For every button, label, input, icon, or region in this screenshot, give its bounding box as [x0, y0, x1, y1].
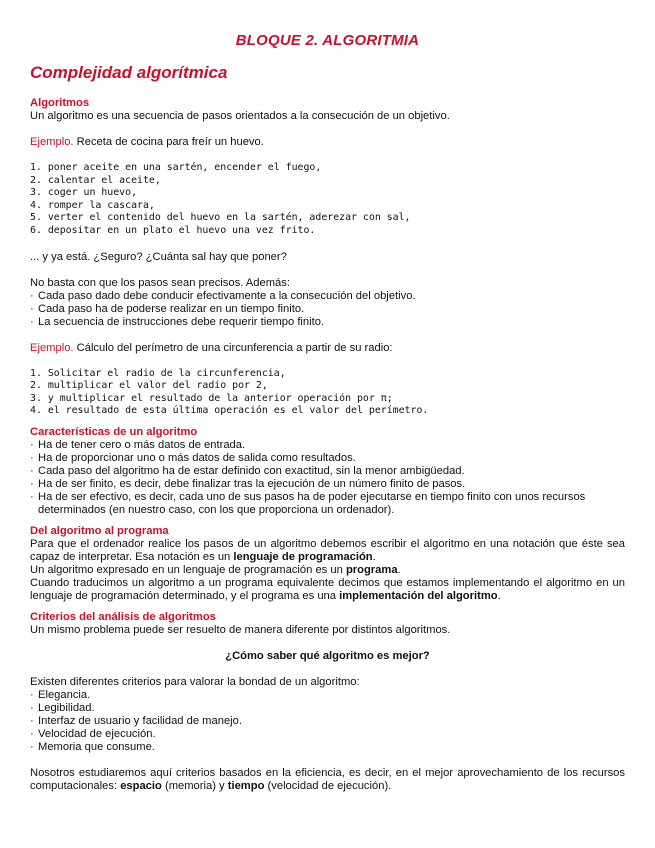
list-item: · Cada paso dado debe conducir efectivamente a la consecución del objetivo. [30, 290, 625, 303]
heading-criterios: Criterios del análisis de algoritmos [30, 610, 216, 623]
code-line: 2. calentar el aceite, [30, 174, 161, 186]
code-line: 3. y multiplicar el resultado de la anterior operación por π; [30, 392, 393, 404]
algoritmo-definition: Un algoritmo es una secuencia de pasos orientados a la consecución de un objetivo. [30, 110, 450, 122]
code-line: 2. multiplicar el valor del radio por 2, [30, 380, 268, 392]
code-line: 1. Solicitar el radio de la circunferencia, [30, 367, 286, 379]
document-title: BLOQUE 2. ALGORITMIA [235, 32, 420, 49]
requirements-intro: No basta con que los pasos sean precisos. Además: [30, 276, 290, 289]
criterios-list [30, 689, 625, 754]
requirements-list [30, 290, 625, 329]
code-line: 5. verter el contenido del huevo en la sartén, aderezar con sal, [30, 212, 411, 224]
code-line: 1. poner aceite en una sartén, encender el fuego, [30, 162, 322, 173]
list-item: · Ha de ser finito, es decir, debe finalizar tras la ejecución de un número finito de pasos. [30, 478, 625, 491]
code-line: 3. coger un huevo, [30, 187, 138, 199]
list-item: · Ha de ser efectivo, es decir, cada uno de sus pasos ha de poder ejecutarse en tiempo finito con unos recursos determinados (en nuestro caso, con los que proporciona un ordenador). [30, 491, 625, 517]
example-2-text: Cálculo del perímetro de una circunferencia a partir de su radio: [73, 341, 393, 354]
section-title: Complejidad algorítmica [30, 63, 228, 82]
example-1-label: Ejemplo. [30, 136, 74, 148]
term-programa: programa [345, 563, 398, 576]
followup-text: ... y ya está. ¿Seguro? ¿Cuánta sal hay que poner? [30, 250, 287, 263]
example-2-steps [30, 368, 625, 418]
programa-paragraph-1: Para que el ordenador realice los pasos de un algoritmo debemos escribir el algoritmo en una notación que éste sea capaz de interpretar. Esa notación es un lenguaje de programación. [30, 537, 625, 563]
list-item: · Ha de proporcionar uno o más datos de salida como resultados. [30, 452, 625, 465]
criterios-closing: Nosotros estudiaremos aquí criterios basados en la eficiencia, es decir, en el mejor aprovechamiento de los recursos computacionales: espacio (memoria) y tiempo (velocidad de ejecución). [30, 766, 625, 792]
programa-paragraph-2: Un algoritmo expresado en un lenguaje de programación es un programa. [30, 563, 401, 576]
code-line: 6. depositar en un plato el huevo una vez frito. [30, 224, 316, 236]
example-1-steps [30, 162, 625, 238]
programa-paragraph-3: Cuando traducimos un algoritmo a un programa equivalente decimos que estamos implementando el algoritmo en un lenguaje de programación determinado, y el programa es una implementación del algoritmo. [30, 576, 625, 602]
criterios-question: ¿Cómo saber qué algoritmo es mejor? [225, 649, 430, 662]
criterios-list-intro: Existen diferentes criterios para valorar la bondad de un algoritmo: [30, 675, 360, 688]
list-item: · Cada paso del algoritmo ha de estar definido con exactitud, sin la menor ambigüedad. [30, 465, 625, 478]
heading-programa: Del algoritmo al programa [30, 524, 169, 537]
term-espacio: espacio [120, 779, 162, 792]
list-item: · Elegancia. [30, 689, 625, 702]
list-item: · Ha de tener cero o más datos de entrada. [30, 439, 625, 452]
list-item: · Cada paso ha de poderse realizar en un tiempo finito. [30, 303, 625, 316]
list-item: · Velocidad de ejecución. [30, 728, 625, 741]
example-1-text: Receta de cocina para freír un huevo. [73, 136, 264, 148]
term-tiempo: tiempo [227, 779, 265, 792]
document-page [30, 30, 625, 793]
criterios-intro: Un mismo problema puede ser resuelto de manera diferente por distintos algoritmos. [30, 623, 451, 636]
code-line: 4. el resultado de esta última operación es el valor del perímetro. [30, 405, 429, 417]
heading-algoritmos: Algoritmos [30, 97, 90, 109]
example-2-label: Ejemplo. [30, 341, 74, 354]
list-item: · Memoria que consume. [30, 741, 625, 754]
heading-caracteristicas: Características de un algoritmo [30, 425, 198, 438]
list-item: · Interfaz de usuario y facilidad de manejo. [30, 715, 625, 728]
caracteristicas-list [30, 439, 625, 517]
list-item: · La secuencia de instrucciones debe requerir tiempo finito. [30, 316, 625, 329]
list-item: · Legibilidad. [30, 702, 625, 715]
example-2 [30, 342, 625, 355]
term-lenguaje-programacion: lenguaje de programación [233, 550, 373, 563]
example-1 [30, 136, 625, 149]
term-implementacion: implementación del algoritmo [339, 589, 498, 602]
code-line: 4. romper la cascara, [30, 199, 155, 211]
